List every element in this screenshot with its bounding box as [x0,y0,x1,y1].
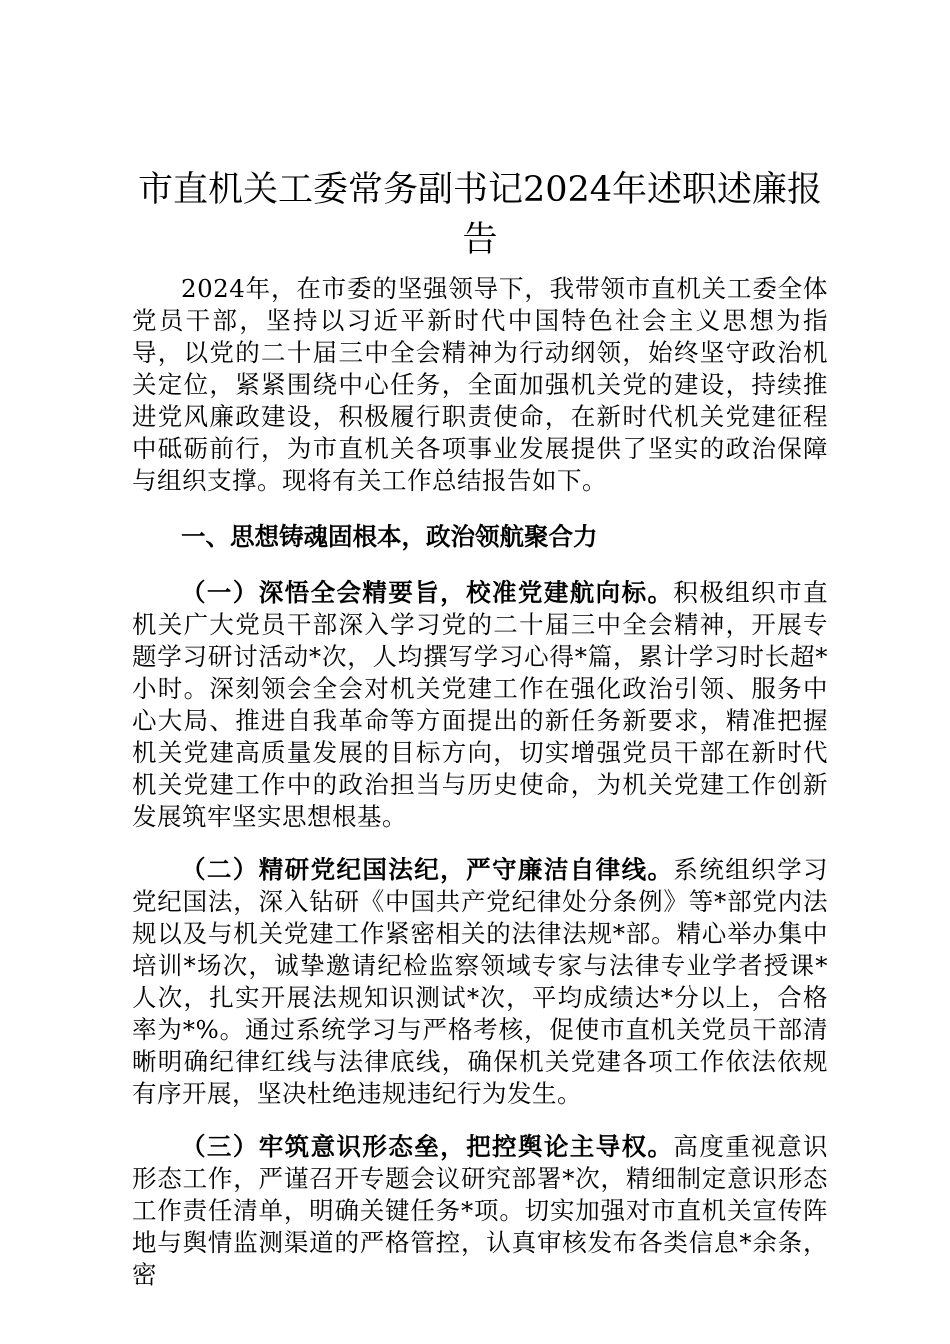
item-paragraph-1 [132,577,828,833]
document-title: 市直机关工委常务副书记2024年述职述廉报告 [137,170,823,260]
item-body-3: 高度重视意识形态工作，严谨召开专题会议研究部署*次，精细制定意识形态工作责任清单，明确关键任务*项。切实加强对市直机关宣传阵地与舆情监测渠道的严格管控，认真审核发布各类信息*余条，密 [132,1132,829,1289]
document-page [132,165,828,1312]
item-lead-1: （一）深悟全会精要旨，校准党建航向标。 [181,578,674,607]
item-paragraph-3 [132,1131,828,1291]
item-lead-2: （二）精研党纪国法纪，严守廉洁自律线。 [181,855,674,884]
section-heading-1: 一、思想铸魂固根本，政治领航聚合力 [181,522,598,551]
item-body-2: 系统组织学习党纪国法，深入钻研《中国共产党纪律处分条例》等*部党内法规以及与机关党建工作紧密相关的法律法规*部。精心举办集中培训*场次，诚挚邀请纪检监察领域专家与法律专业学者授课*人次，扎实开展法规知识测试*次，平均成绩达*分以上，合格率为*%。通过系统学习与严格考核，促使市直机关党员干部清晰明确纪律红线与法律底线，确保机关党建各项工作依法依规有序开展，坚决杜绝违规违纪行为发生。 [132,855,829,1108]
intro-paragraph: 2024年，在市委的坚强领导下，我带领市直机关工委全体党员干部，坚持以习近平新时代中国特色社会主义思想为指导，以党的二十届三中全会精神为行动纲领，始终坚守政治机关定位，紧紧围绕中心任务，全面加强机关党的建设，持续推进党风廉政建设，积极履行职责使命，在新时代机关党建征程中砥砺前行，为市直机关各项事业发展提供了坚实的政治保障与组织支撑。现将有关工作总结报告如下。 [132,274,828,495]
item-body-1: 积极组织市直机关广大党员干部深入学习党的二十届三中全会精神，开展专题学习研讨活动*次，人均撰写学习心得*篇，累计学习时长超*小时。深刻领会全会对机关党建工作在强化政治引领、服务中心大局、推进自我革命等方面提出的新任务新要求，精准把握机关党建高质量发展的目标方向，切实增强党员干部在新时代机关党建工作中的政治担当与历史使命，为机关党建工作创新发展筑牢坚实思想根基。 [132,578,829,831]
item-paragraph-2 [132,854,828,1110]
item-lead-3: （三）牢筑意识形态垒，把控舆论主导权。 [181,1132,674,1161]
